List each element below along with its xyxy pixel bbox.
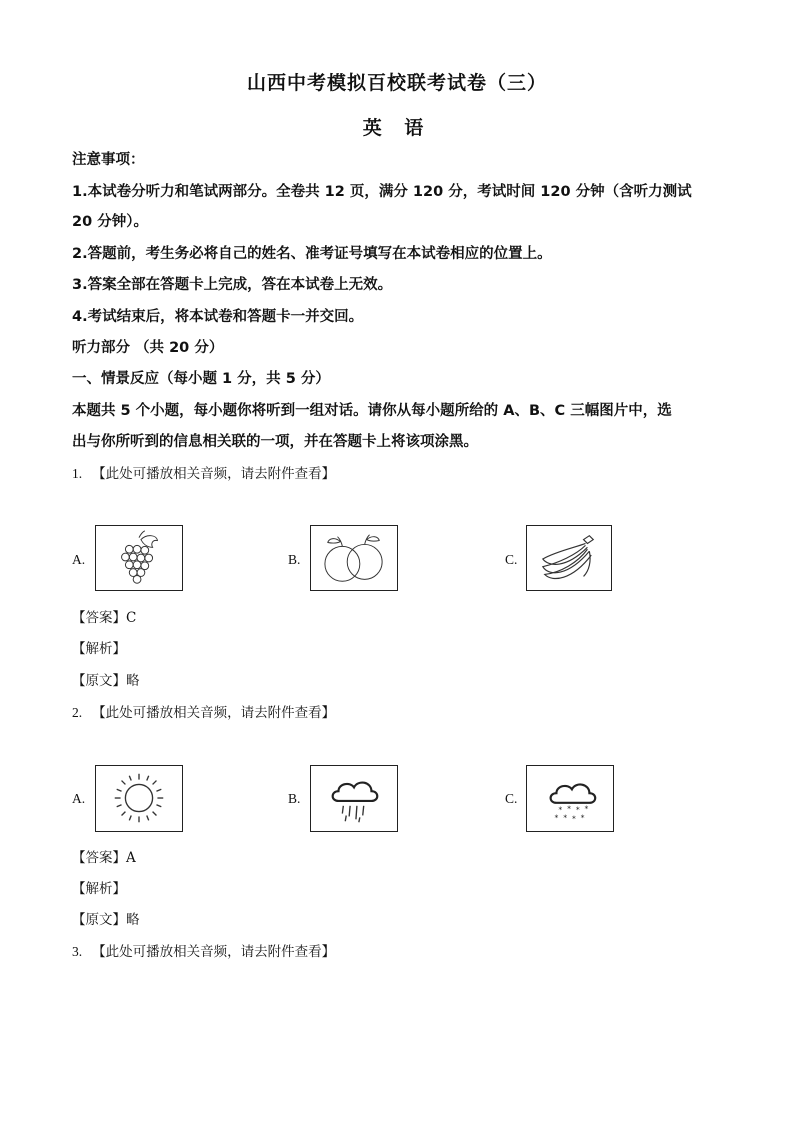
svg-text:*: * bbox=[563, 813, 568, 823]
option-b-picture[interactable] bbox=[310, 765, 398, 832]
question-number: 3. bbox=[72, 944, 83, 959]
option-c-picture[interactable] bbox=[526, 765, 614, 832]
option-c-label: C. bbox=[505, 552, 518, 567]
question-1 bbox=[72, 464, 732, 484]
svg-text:*: * bbox=[584, 804, 589, 814]
notice-item-1-cont: 20 分钟）。 bbox=[72, 214, 148, 230]
notice-item-1: 1.本试卷分听力和笔试两部分。全卷共 12 页，满分 120 分，考试时间 120 分钟（含听力测试 bbox=[72, 184, 692, 200]
question-3 bbox=[72, 942, 732, 962]
part-one-instruction: 本题共 5 个小题，每小题你将听到一组对话。请你从每小题所给的 A、B、C 三幅图片中，选 bbox=[72, 403, 672, 419]
option-b-label: B. bbox=[288, 791, 301, 806]
answer-2: 【答案】A bbox=[72, 850, 136, 866]
option-b-picture[interactable] bbox=[310, 525, 398, 591]
notice-heading: 注意事项： bbox=[72, 152, 145, 168]
part-one-heading: 一、情景反应（每小题 1 分，共 5 分） bbox=[72, 371, 330, 387]
question-number: 2. bbox=[72, 705, 83, 720]
rain-cloud-icon bbox=[311, 766, 397, 831]
svg-text:*: * bbox=[575, 805, 580, 815]
question-number: 1. bbox=[72, 466, 83, 481]
option-a-picture[interactable] bbox=[95, 525, 183, 591]
subject-title: 英 语 bbox=[362, 117, 432, 139]
option-c-label: C. bbox=[505, 791, 518, 806]
svg-text:*: * bbox=[580, 813, 585, 823]
sun-icon bbox=[96, 766, 182, 831]
bananas-icon bbox=[527, 526, 611, 590]
svg-text:*: * bbox=[554, 813, 559, 823]
original-text-2: 【原文】略 bbox=[72, 912, 140, 928]
svg-text:*: * bbox=[571, 814, 576, 824]
notice-item-3: 3.答案全部在答题卡上完成，答在本试卷上无效。 bbox=[72, 277, 393, 293]
option-b-label: B. bbox=[288, 552, 301, 567]
analysis-1: 【解析】 bbox=[72, 641, 126, 657]
notice-item-4: 4.考试结束后，将本试卷和答题卡一并交回。 bbox=[72, 309, 364, 325]
grapes-icon bbox=[96, 526, 182, 590]
option-a-picture[interactable] bbox=[95, 765, 183, 832]
audio-prompt-link[interactable]: 【此处可播放相关音频，请去附件查看】 bbox=[92, 944, 336, 960]
part-one-instruction-cont: 出与你所听到的信息相关联的一项，并在答题卡上将该项涂黑。 bbox=[72, 434, 478, 450]
original-text-1: 【原文】略 bbox=[72, 673, 140, 689]
svg-text:*: * bbox=[567, 804, 571, 814]
option-c-picture[interactable] bbox=[526, 525, 612, 591]
audio-prompt-link[interactable]: 【此处可播放相关音频，请去附件查看】 bbox=[92, 466, 336, 482]
question-2 bbox=[72, 703, 732, 723]
option-a-label: A. bbox=[72, 791, 86, 806]
snow-cloud-icon bbox=[527, 766, 613, 831]
answer-1: 【答案】C bbox=[72, 610, 137, 626]
option-a-label: A. bbox=[72, 552, 86, 567]
notice-item-2: 2.答题前，考生务必将自己的姓名、准考证号填写在本试卷相应的位置上。 bbox=[72, 246, 552, 262]
svg-text:*: * bbox=[558, 805, 563, 815]
audio-prompt-link[interactable]: 【此处可播放相关音频，请去附件查看】 bbox=[92, 705, 336, 721]
listening-section-heading: 听力部分 （共 20 分） bbox=[72, 340, 224, 356]
exam-title: 山西中考模拟百校联考试卷（三） bbox=[246, 72, 547, 94]
oranges-icon bbox=[311, 526, 397, 590]
analysis-2: 【解析】 bbox=[72, 881, 126, 897]
